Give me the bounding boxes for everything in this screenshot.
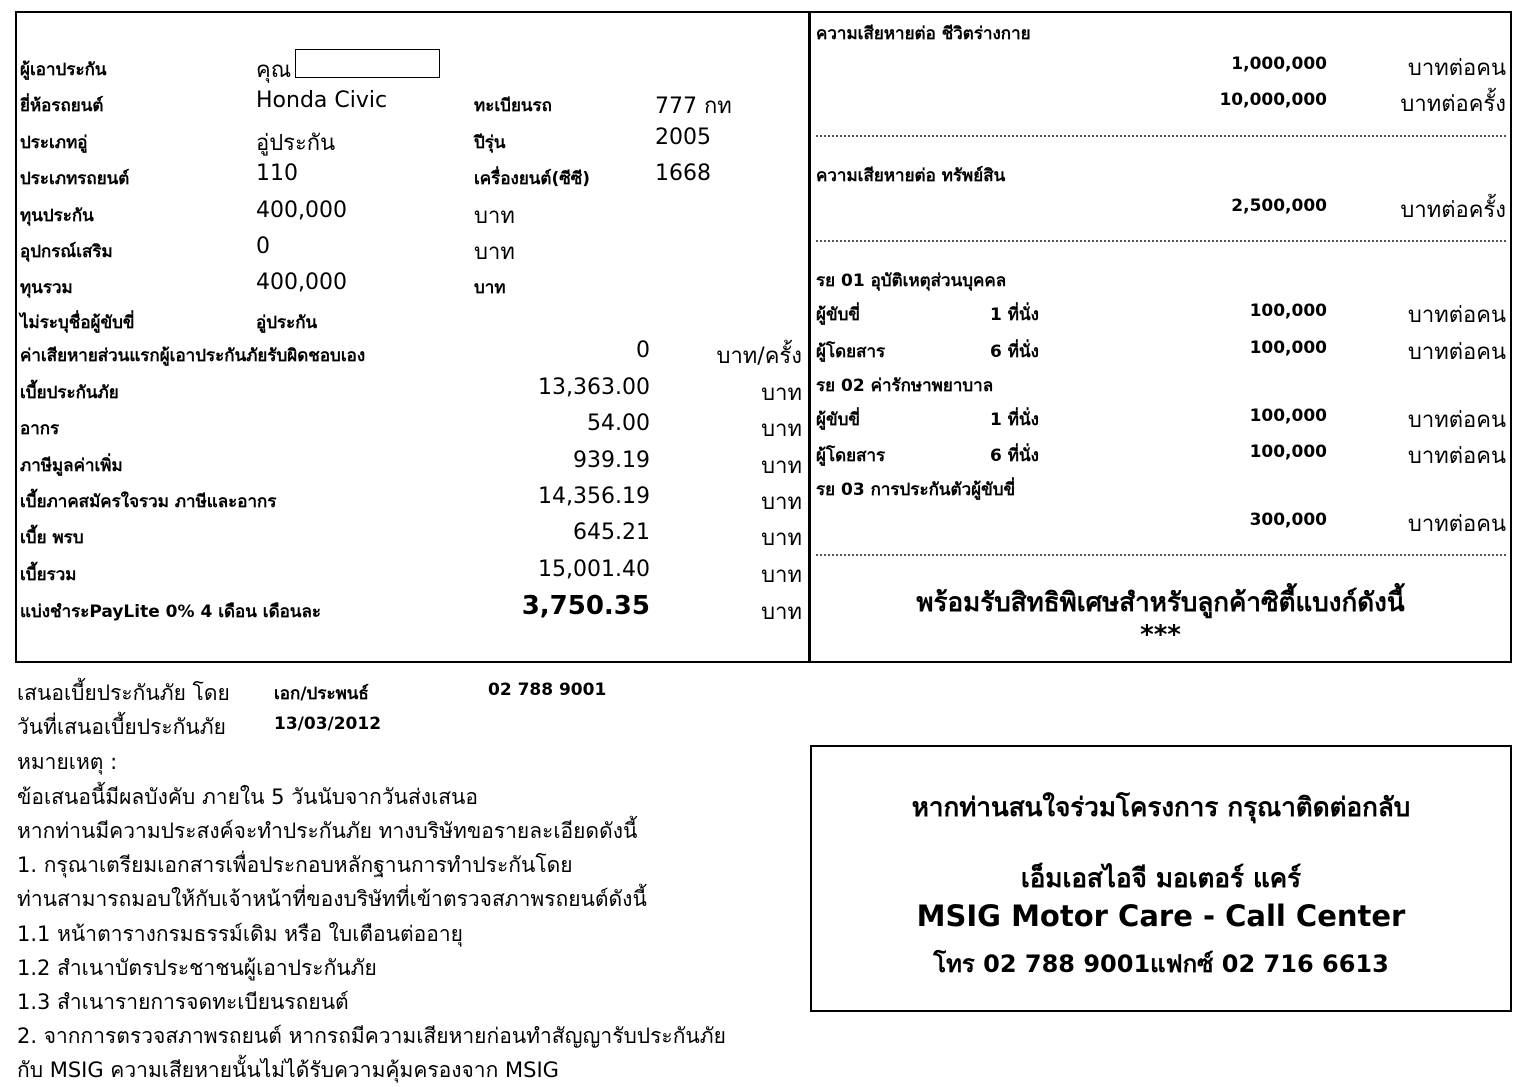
privilege-heading: พร้อมรับสิทธิพิเศษสำหรับลูกค้าซิตี้แบงก์ดังนี้ <box>916 588 1405 618</box>
r01-passenger-unit: บาทต่อคน <box>1407 340 1506 365</box>
bodily-per-person-unit: บาทต่อคน <box>1407 56 1506 81</box>
driver-label: ไม่ระบุชื่อผู้ขับขี่ <box>20 313 135 333</box>
car-brand-label: ยี่ห้อรถยนต์ <box>20 96 104 116</box>
premium-value: 13,363.00 <box>538 375 650 400</box>
contact-phone-fax: โทร 02 788 9001แฟกซ์ 02 716 6613 <box>933 950 1389 978</box>
vat-unit: บาท <box>761 454 802 479</box>
car-type-label: ประเภทรถยนต์ <box>20 169 130 189</box>
offer-by-label: เสนอเบี้ยประกันภัย โดย <box>17 681 230 705</box>
property-damage-unit: บาทต่อครั้ง <box>1400 198 1506 223</box>
stamp-duty-unit: บาท <box>761 417 802 442</box>
divider <box>816 554 1506 556</box>
garage-type-value: อู่ประกัน <box>256 131 336 156</box>
r02-driver-seats: 1 ที่นั่ง <box>990 410 1039 430</box>
grand-total-value: 15,001.40 <box>538 557 650 582</box>
r01-title: รย 01 อุบัติเหตุส่วนบุคคล <box>816 271 1007 291</box>
r01-passenger-value: 100,000 <box>1249 338 1327 358</box>
r03-unit: บาทต่อคน <box>1407 512 1506 537</box>
compulsory-premium-label: เบี้ย พรบ <box>20 528 84 548</box>
installment-unit: บาท <box>761 600 802 625</box>
r02-passenger-seats: 6 ที่นั่ง <box>990 446 1039 466</box>
offer-by-value: เอก/ประพนธ์ <box>274 684 369 704</box>
contact-company-english: MSIG Motor Care - Call Center <box>916 899 1406 933</box>
vat-value: 939.19 <box>573 448 650 473</box>
contact-invite: หากท่านสนใจร่วมโครงการ กรุณาติดต่อกลับ <box>911 793 1411 823</box>
bodily-per-accident-unit: บาทต่อครั้ง <box>1400 92 1506 117</box>
sum-insured-value: 400,000 <box>256 198 347 223</box>
note-line: 1. กรุณาเตรียมเอกสารเพื่อประกอบหลักฐานการทำประกันโดย <box>17 853 573 877</box>
note-line: กับ MSIG ความเสียหายนั้นไม่ได้รับความคุ้มครองจาก MSIG <box>17 1058 559 1082</box>
bodily-per-person-value: 1,000,000 <box>1231 54 1327 74</box>
vat-label: ภาษีมูลค่าเพิ่ม <box>20 456 123 476</box>
property-damage-value: 2,500,000 <box>1231 196 1327 216</box>
r03-value: 300,000 <box>1249 510 1327 530</box>
premium-label: เบี้ยประกันภัย <box>20 383 119 403</box>
accessories-value: 0 <box>256 234 270 259</box>
r02-driver-value: 100,000 <box>1249 406 1327 426</box>
note-line: ข้อเสนอนี้มีผลบังคับ ภายใน 5 วันนับจากวันส่งเสนอ <box>17 785 479 809</box>
stamp-duty-label: อากร <box>20 419 60 439</box>
note-line: 1.1 หน้าตารางกรมธรรม์เดิม หรือ ใบเตือนต่ออายุ <box>17 922 463 946</box>
premium-unit: บาท <box>761 381 802 406</box>
car-type-value: 110 <box>256 161 298 186</box>
note-line: ท่านสามารถมอบให้กับเจ้าหน้าที่ของบริษัทที่เข้าตรวจสภาพรถยนต์ดังนี้ <box>17 887 647 911</box>
deductible-label: ค่าเสียหายส่วนแรกผู้เอาประกันภัยรับผิดชอบเอง <box>20 346 366 366</box>
offer-date-label: วันที่เสนอเบี้ยประกันภัย <box>17 715 226 739</box>
plate-label: ทะเบียนรถ <box>474 96 552 116</box>
notes-heading: หมายเหตุ : <box>17 750 118 774</box>
voluntary-total-unit: บาท <box>761 490 802 515</box>
total-sum-label: ทุนรวม <box>20 278 73 298</box>
deductible-unit: บาท/ครั้ง <box>716 344 802 369</box>
note-line: 2. จากการตรวจสภาพรถยนต์ หากรถมีความเสียหายก่อนทำสัญญารับประกันภัย <box>17 1024 726 1048</box>
offer-phone: 02 788 9001 <box>488 680 607 700</box>
insured-prefix: คุณ <box>256 58 292 83</box>
stamp-duty-value: 54.00 <box>587 411 650 436</box>
driver-value: อู่ประกัน <box>256 313 318 333</box>
bodily-per-accident-value: 10,000,000 <box>1219 90 1327 110</box>
installment-value: 3,750.35 <box>521 591 650 621</box>
bodily-injury-title: ความเสียหายต่อ ชีวิตร่างกาย <box>816 24 1031 44</box>
plate-value: 777 กท <box>655 94 732 119</box>
divider <box>816 135 1506 137</box>
deductible-value: 0 <box>636 338 650 363</box>
compulsory-premium-unit: บาท <box>761 526 802 551</box>
r02-driver-label: ผู้ขับขี่ <box>816 410 860 430</box>
r01-driver-seats: 1 ที่นั่ง <box>990 305 1039 325</box>
voluntary-total-value: 14,356.19 <box>538 484 650 509</box>
property-damage-title: ความเสียหายต่อ ทรัพย์สิน <box>816 166 1006 186</box>
r02-passenger-value: 100,000 <box>1249 442 1327 462</box>
r01-driver-unit: บาทต่อคน <box>1407 303 1506 328</box>
installment-label: แบ่งชำระPayLite 0% 4 เดือน เดือนละ <box>20 602 322 622</box>
voluntary-total-label: เบี้ยภาคสมัครใจรวม ภาษีและอากร <box>20 492 277 512</box>
r02-driver-unit: บาทต่อคน <box>1407 408 1506 433</box>
car-brand-value: Honda Civic <box>256 88 388 113</box>
engine-cc-value: 1668 <box>655 161 711 186</box>
engine-cc-label: เครื่องยนต์(ซีซี) <box>474 169 591 189</box>
privilege-stars: *** <box>1140 620 1181 650</box>
model-year-label: ปีรุ่น <box>474 133 506 153</box>
total-sum-unit: บาท <box>474 278 506 298</box>
total-sum-value: 400,000 <box>256 270 347 295</box>
contact-company-thai: เอ็มเอสไอจี มอเตอร์ แคร์ <box>1020 864 1302 894</box>
note-line: 1.2 สำเนาบัตรประชาชนผู้เอาประกันภัย <box>17 956 377 980</box>
insured-label: ผู้เอาประกัน <box>20 60 107 80</box>
grand-total-unit: บาท <box>761 563 802 588</box>
r02-title: รย 02 ค่ารักษาพยาบาล <box>816 376 994 396</box>
r01-passenger-seats: 6 ที่นั่ง <box>990 342 1039 362</box>
offer-date-value: 13/03/2012 <box>274 714 382 734</box>
sum-insured-label: ทุนประกัน <box>20 206 94 226</box>
note-line: หากท่านมีความประสงค์จะทำประกันภัย ทางบริษัทขอรายละเอียดดังนี้ <box>17 819 638 843</box>
grand-total-label: เบี้ยรวม <box>20 565 77 585</box>
note-line: 1.3 สำเนารายการจดทะเบียนรถยนต์ <box>17 990 349 1014</box>
model-year-value: 2005 <box>655 125 711 150</box>
r01-driver-value: 100,000 <box>1249 301 1327 321</box>
sum-insured-unit: บาท <box>474 204 515 229</box>
accessories-unit: บาท <box>474 240 515 265</box>
compulsory-premium-value: 645.21 <box>573 520 650 545</box>
insured-name-field[interactable] <box>295 49 440 78</box>
divider <box>816 240 1506 242</box>
r01-passenger-label: ผู้โดยสาร <box>816 342 886 362</box>
r02-passenger-unit: บาทต่อคน <box>1407 444 1506 469</box>
accessories-label: อุปกรณ์เสริม <box>20 242 113 262</box>
r02-passenger-label: ผู้โดยสาร <box>816 446 886 466</box>
r03-title: รย 03 การประกันตัวผู้ขับขี่ <box>816 480 1016 500</box>
garage-type-label: ประเภทอู่ <box>20 133 88 153</box>
r01-driver-label: ผู้ขับขี่ <box>816 305 860 325</box>
